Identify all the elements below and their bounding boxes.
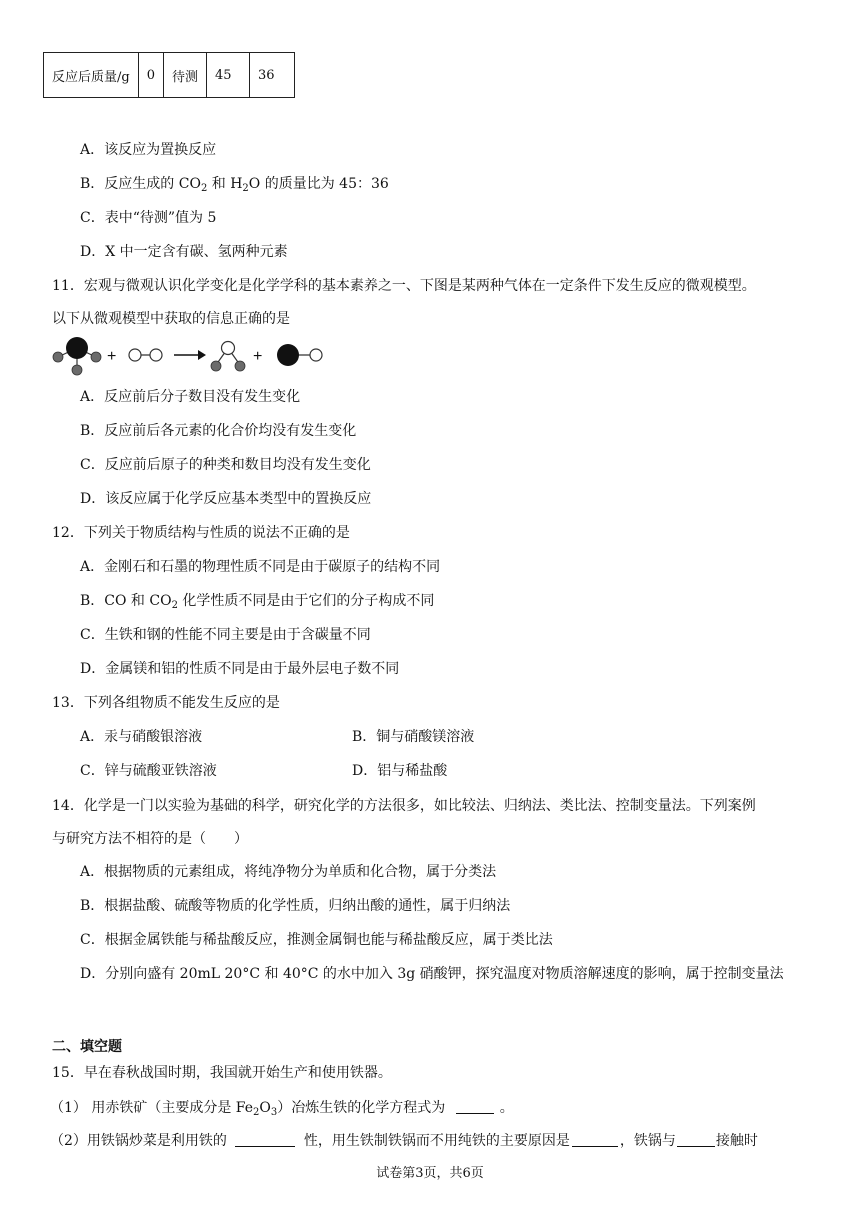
answer-blank[interactable] xyxy=(572,1132,618,1147)
reactant-molecule-2 xyxy=(129,349,162,361)
q14-option-c: C．根据金属铁能与稀盐酸反应，推测金属铜也能与稀盐酸反应，属于类比法 xyxy=(80,932,553,948)
subscript: 2 xyxy=(200,183,208,194)
q12-option-a: A．金刚石和石墨的物理性质不同是由于碳原子的结构不同 xyxy=(80,559,441,575)
q11-option-b: B．反应前后各元素的化合价均没有发生变化 xyxy=(80,423,357,439)
q15-stem: 15．早在春秋战国时期，我国就开始生产和使用铁器。 xyxy=(52,1065,392,1081)
subscript: 3 xyxy=(270,1107,278,1118)
q10-option-a: A．该反应为置换反应 xyxy=(80,142,217,158)
reaction-arrow-icon xyxy=(174,350,206,360)
text-run: B．CO 和 CO xyxy=(80,593,172,609)
text-run: 性，用生铁制铁锅而不用纯铁的主要原因是 xyxy=(303,1133,570,1149)
subscript: 2 xyxy=(242,183,249,194)
subscript: 2 xyxy=(253,1107,260,1118)
text-run: O xyxy=(259,1100,271,1116)
plus-sign: + xyxy=(253,348,263,365)
q13-stem: 13．下列各组物质不能发生反应的是 xyxy=(52,695,280,711)
q12-option-d: D．金属镁和铝的性质不同是由于最外层电子数不同 xyxy=(80,661,400,677)
text-run: （2）用铁锅炒菜是利用铁的 xyxy=(50,1133,227,1149)
q11-stem-line1: 11．宏观与微观认识化学变化是化学学科的基本素养之一、下图是某两种气体在一定条件下发生反应的微观模型。 xyxy=(52,278,756,294)
q11-option-d: D．该反应属于化学反应基本类型中的置换反应 xyxy=(80,491,372,507)
product-molecule-1 xyxy=(211,342,245,372)
table-cell: 45 xyxy=(207,53,250,98)
q12-stem: 12．下列关于物质结构与性质的说法不正确的是 xyxy=(52,525,350,541)
q11-stem-line2: 以下从微观模型中获取的信息正确的是 xyxy=(52,311,290,327)
answer-blank[interactable] xyxy=(456,1099,494,1114)
q14-option-b: B．根据盐酸、硫酸等物质的化学性质，归纳出酸的通性，属于归纳法 xyxy=(80,898,511,914)
product-molecule-2 xyxy=(277,344,322,366)
q10-option-b xyxy=(80,174,389,199)
reactant-molecule-1 xyxy=(53,337,101,375)
text-run: ）冶炼生铁的化学方程式为 xyxy=(277,1100,446,1116)
section-title: 二、填空题 xyxy=(52,1039,122,1055)
answer-blank[interactable] xyxy=(235,1132,295,1147)
text-run: ，铁锅与 xyxy=(619,1133,676,1149)
q15-part1 xyxy=(50,1098,514,1123)
text-run: 接触时 xyxy=(715,1133,758,1149)
text-run: B．反应生成的 CO xyxy=(80,176,201,192)
q11-option-a: A．反应前后分子数目没有发生变化 xyxy=(80,389,301,405)
molecular-model-diagram xyxy=(50,334,340,378)
q13-option-a: A．汞与硝酸银溶液 xyxy=(80,729,203,745)
q14-stem-line1: 14．化学是一门以实验为基础的科学，研究化学的方法很多，如比较法、归纳法、类比法、控制变量法。下列案例 xyxy=(52,798,756,814)
table-row xyxy=(44,53,295,98)
q12-option-b xyxy=(80,591,434,616)
table-cell: 待测 xyxy=(163,53,206,98)
q10-option-d: D．X 中一定含有碳、氢两种元素 xyxy=(80,244,288,260)
q13-option-c: C．锌与硫酸亚铁溶液 xyxy=(80,763,217,779)
text-run: （1） 用赤铁矿（主要成分是 Fe xyxy=(50,1100,254,1116)
subscript: 2 xyxy=(171,600,178,611)
q15-part2 xyxy=(50,1131,758,1151)
table-cell: 0 xyxy=(138,53,163,98)
plus-sign: + xyxy=(107,348,117,365)
page-footer: 试卷第3页，共6页 xyxy=(376,1166,484,1181)
q12-option-c: C．生铁和钢的性能不同主要是由于含碳量不同 xyxy=(80,627,371,643)
text-run: O 的质量比为 45：36 xyxy=(248,176,389,192)
q10-option-c: C．表中“待测”值为 5 xyxy=(80,210,217,226)
q14-stem-line2: 与研究方法不相符的是（ ） xyxy=(52,831,248,847)
table-cell: 36 xyxy=(250,53,295,98)
text-run: 。 xyxy=(499,1100,514,1116)
q14-option-a: A．根据物质的元素组成，将纯净物分为单质和化合物，属于分类法 xyxy=(80,864,497,880)
text-run: 化学性质不同是由于它们的分子构成不同 xyxy=(177,593,435,609)
q11-option-c: C．反应前后原子的种类和数目均没有发生变化 xyxy=(80,457,371,473)
answer-blank[interactable] xyxy=(677,1132,715,1147)
table-row-label: 反应后质量/g xyxy=(44,53,139,98)
mass-table xyxy=(43,52,295,98)
q13-option-d: D．铝与稀盐酸 xyxy=(352,763,448,779)
q13-option-b: B．铜与硝酸镁溶液 xyxy=(352,729,475,745)
text-run: 和 H xyxy=(207,176,243,192)
q14-option-d: D．分别向盛有 20mL 20°C 和 40°C 的水中加入 3g 硝酸钾，探究温度对物质溶解速度的影响，属于控制变量法 xyxy=(80,966,784,982)
